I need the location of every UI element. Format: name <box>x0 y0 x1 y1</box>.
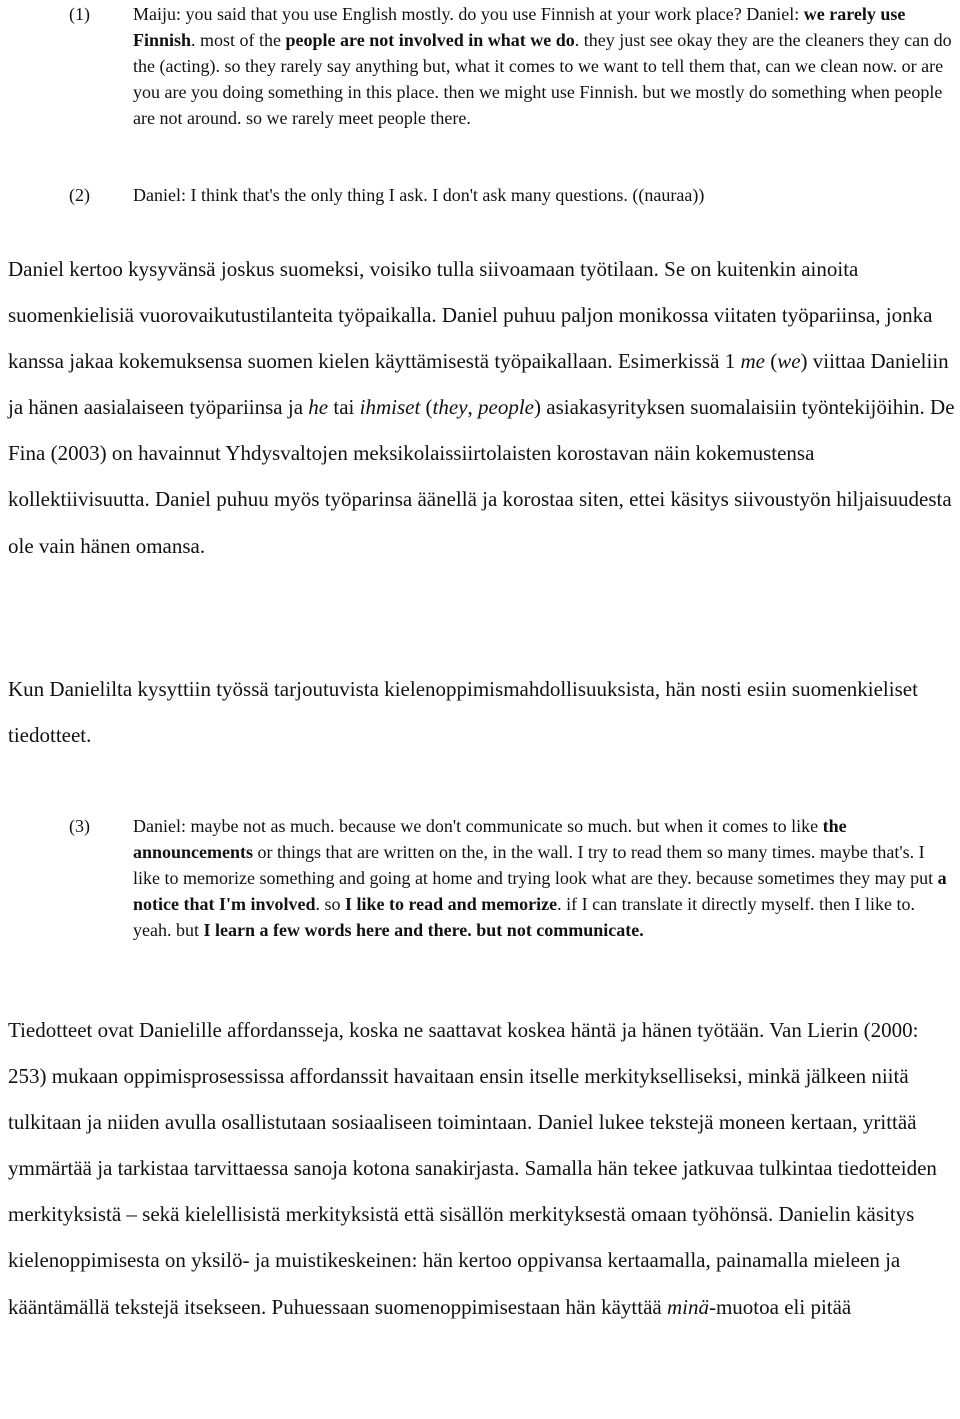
paragraph-italic: they <box>432 395 468 420</box>
excerpt-emphasis: a notice that I'm involved <box>133 868 947 914</box>
paragraph-segment: ( <box>764 349 778 374</box>
excerpt-text <box>133 182 960 208</box>
paragraph-italic: minä <box>666 1294 709 1319</box>
excerpt-number: (3) <box>69 816 90 836</box>
excerpt-text <box>133 1 960 131</box>
excerpt-text <box>133 813 960 943</box>
paragraph-segment: ( <box>420 395 433 420</box>
excerpt-emphasis: we rarely use Finnish <box>133 4 906 50</box>
excerpt-3 <box>69 813 960 943</box>
paragraph-segment: -muotoa eli pitää <box>708 1294 852 1319</box>
paragraph-italic: he <box>308 395 329 420</box>
paragraph-segment: , <box>467 395 479 420</box>
body-paragraph-1 <box>8 246 956 569</box>
excerpt-emphasis: I learn a few words here and there. but not communicate. <box>203 920 644 940</box>
excerpt-segment: Daniel: maybe not as much. because we don't communicate so much. but when it comes to like <box>133 816 823 836</box>
body-paragraph-2 <box>8 666 956 758</box>
excerpt-emphasis: I like to read and memorize <box>345 894 558 914</box>
body-paragraph-3 <box>8 1007 956 1330</box>
paragraph-italic: we <box>777 349 801 374</box>
excerpt-number: (2) <box>69 185 90 205</box>
excerpt-segment: Maiju: you said that you use English mostly. do you use Finnish at your work place? Daniel: <box>133 4 804 24</box>
excerpt-1 <box>69 1 960 131</box>
paragraph-italic: people <box>478 395 535 420</box>
excerpt-segment: . they just see okay they are the cleaners they can do the (acting). so they rarely say anything but, what it comes to we want to tell them that, can we clean now. or are you are you doing something in this place. then we might use Finnish. but we mostly do something when people are not around. so we rarely meet people there. <box>133 30 952 128</box>
paragraph-segment: ) asiakasyrityksen suomalaisiin työntekijöihin. De Fina (2003) on havainnut Yhdysvaltojen meksikolaissiirtolaisten korostavan näin kokemustensa kollektiivisuutta. Daniel puhuu myös työparinsa äänellä ja korostaa siten, ettei käsitys siivoustyön hiljaisuudesta ole vain hänen omansa. <box>8 395 955 558</box>
excerpt-number: (1) <box>69 4 90 24</box>
excerpt-segment: . most of the <box>191 30 286 50</box>
paragraph-italic: me <box>740 349 765 374</box>
paragraph-segment: Daniel kertoo kysyvänsä joskus suomeksi, voisiko tulla siivoamaan työtilaan. Se on kuitenkin ainoita suomenkielisiä vuorovaikutustilanteita työpaikalla. Daniel puhuu paljon monikossa viitaten työpariinsa, jonka kanssa jakaa kokemuksensa suomen kielen käyttämisestä työpaikallaan. Esimerkissä 1 <box>8 257 933 374</box>
excerpt-segment: or things that are written on the, in the wall. I try to read them so many times. maybe that's. I like to memorize something and going at home and trying look what are they. because sometimes they may put <box>133 842 938 888</box>
excerpt-emphasis: the announcements <box>133 816 847 862</box>
excerpt-segment: Daniel: I think that's the only thing I ask. I don't ask many questions. ((nauraa)) <box>133 185 705 205</box>
paragraph-segment: tai <box>328 395 360 420</box>
paragraph-italic: ihmiset <box>359 395 421 420</box>
paragraph-segment: Kun Danielilta kysyttiin työssä tarjoutuvista kielenoppimismahdollisuuksista, hän nosti esiin suomenkieliset tiedotteet. <box>8 677 918 748</box>
excerpt-segment: . if I can translate it directly myself. then I like to. yeah. but <box>133 894 916 940</box>
excerpt-emphasis: people are not involved in what we do <box>285 30 575 50</box>
paragraph-segment: ) viittaa Danieliin ja hänen aasialaiseen työpariinsa ja <box>8 349 949 420</box>
excerpt-2 <box>69 182 960 208</box>
excerpt-segment: . so <box>315 894 346 914</box>
paragraph-segment: Tiedotteet ovat Danielille affordansseja, koska ne saattavat koskea häntä ja hänen työtään. Van Lierin (2000: 253) mukaan oppimisprosessissa affordanssit havaitaan ensin itselle merkitykselliseksi, minkä jälkeen niitä tulkitaan ja niiden avulla osallistutaan sosiaaliseen toimintaan. Daniel lukee tekstejä moneen kertaan, yrittää ymmärtää ja tarkistaa tarvittaessa sanoja kotona sanakirjasta. Samalla hän tekee jatkuvaa tulkintaa tiedotteiden merkityksistä – sekä kielellisistä merkityksistä että sisällön merkityksestä omaan työhönsä. Danielin käsitys kielenoppimisesta on yksilö- ja muistikeskeinen: hän kertoo oppivansa kertaamalla, painamalla mieleen ja kääntämällä tekstejä itsekseen. Puhuessaan suomenoppimisestaan hän käyttää <box>8 1018 937 1319</box>
